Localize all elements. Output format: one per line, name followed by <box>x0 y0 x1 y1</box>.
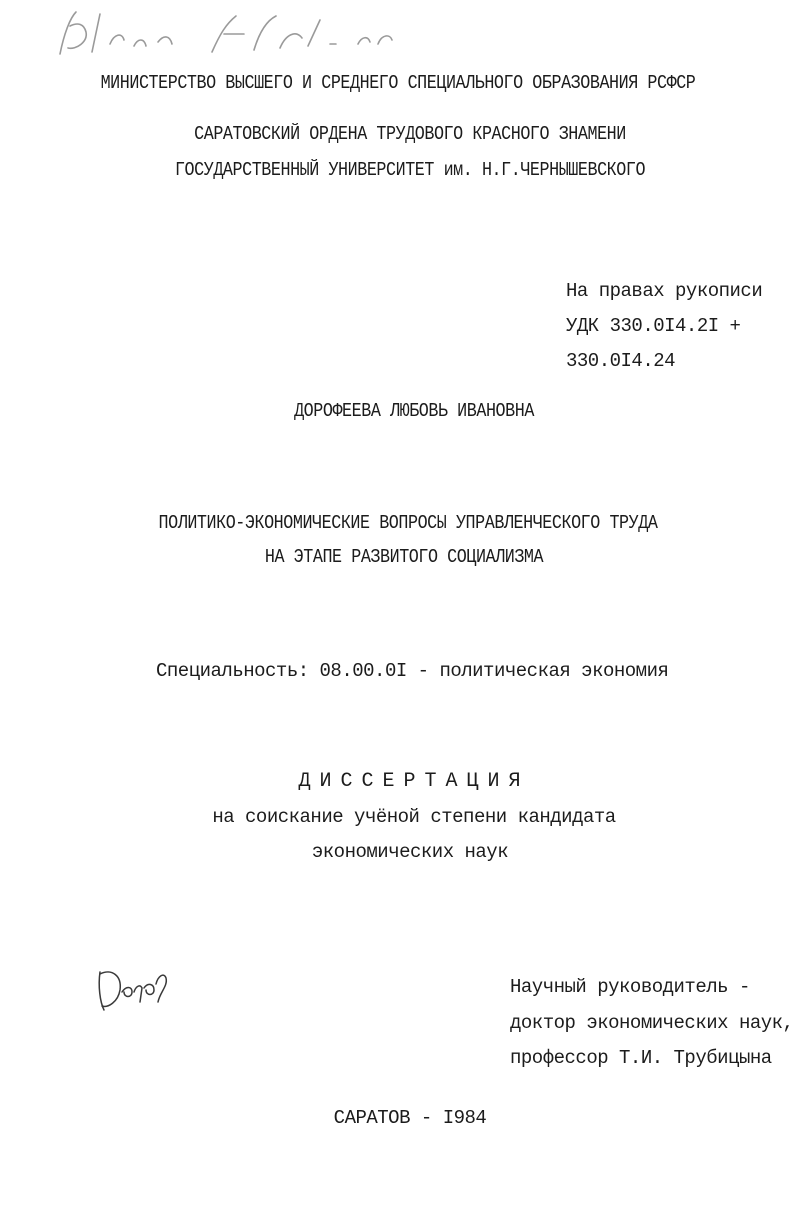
udk-line-2: 330.0I4.24 <box>566 350 676 372</box>
dissertation-label: ДИССЕРТАЦИЯ <box>298 770 530 793</box>
thesis-title-line-2: НА ЭТАПЕ РАЗВИТОГО СОЦИАЛИЗМА <box>264 546 544 568</box>
archive-handwritten-mark <box>40 4 420 68</box>
handwritten-signature <box>92 962 172 1018</box>
specialty: Специальность: 08.00.0I - политическая экономия <box>156 660 669 682</box>
dissertation-purpose-line-2: экономических наук <box>311 841 509 863</box>
thesis-title-line-1: ПОЛИТИКО-ЭКОНОМИЧЕСКИЕ ВОПРОСЫ УПРАВЛЕНЧЕСКОГО ТРУДА <box>158 512 658 534</box>
manuscript-rights: На правах рукописи <box>566 280 763 302</box>
supervisor-line-3: профессор Т.И. Трубицына <box>510 1047 772 1069</box>
city-year: САРАТОВ - I984 <box>333 1107 487 1129</box>
udk-line-1: УДК 330.0I4.2I + <box>566 315 741 337</box>
dissertation-purpose-line-1: на соискание учёной степени кандидата <box>212 806 616 828</box>
university-line-2: ГОСУДАРСТВЕННЫЙ УНИВЕРСИТЕТ им. Н.Г.ЧЕРНЫШЕВСКОГО <box>174 159 646 181</box>
university-line-1: САРАТОВСКИЙ ОРДЕНА ТРУДОВОГО КРАСНОГО ЗНАМЕНИ <box>194 123 626 145</box>
supervisor-line-1: Научный руководитель - <box>510 976 750 998</box>
ministry-heading: МИНИСТЕРСТВО ВЫСШЕГО И СРЕДНЕГО СПЕЦИАЛЬНОГО ОБРАЗОВАНИЯ РСФСР <box>100 72 696 94</box>
author-name: ДОРОФЕЕВА ЛЮБОВЬ ИВАНОВНА <box>294 400 534 422</box>
supervisor-line-2: доктор экономических наук, <box>510 1012 794 1034</box>
